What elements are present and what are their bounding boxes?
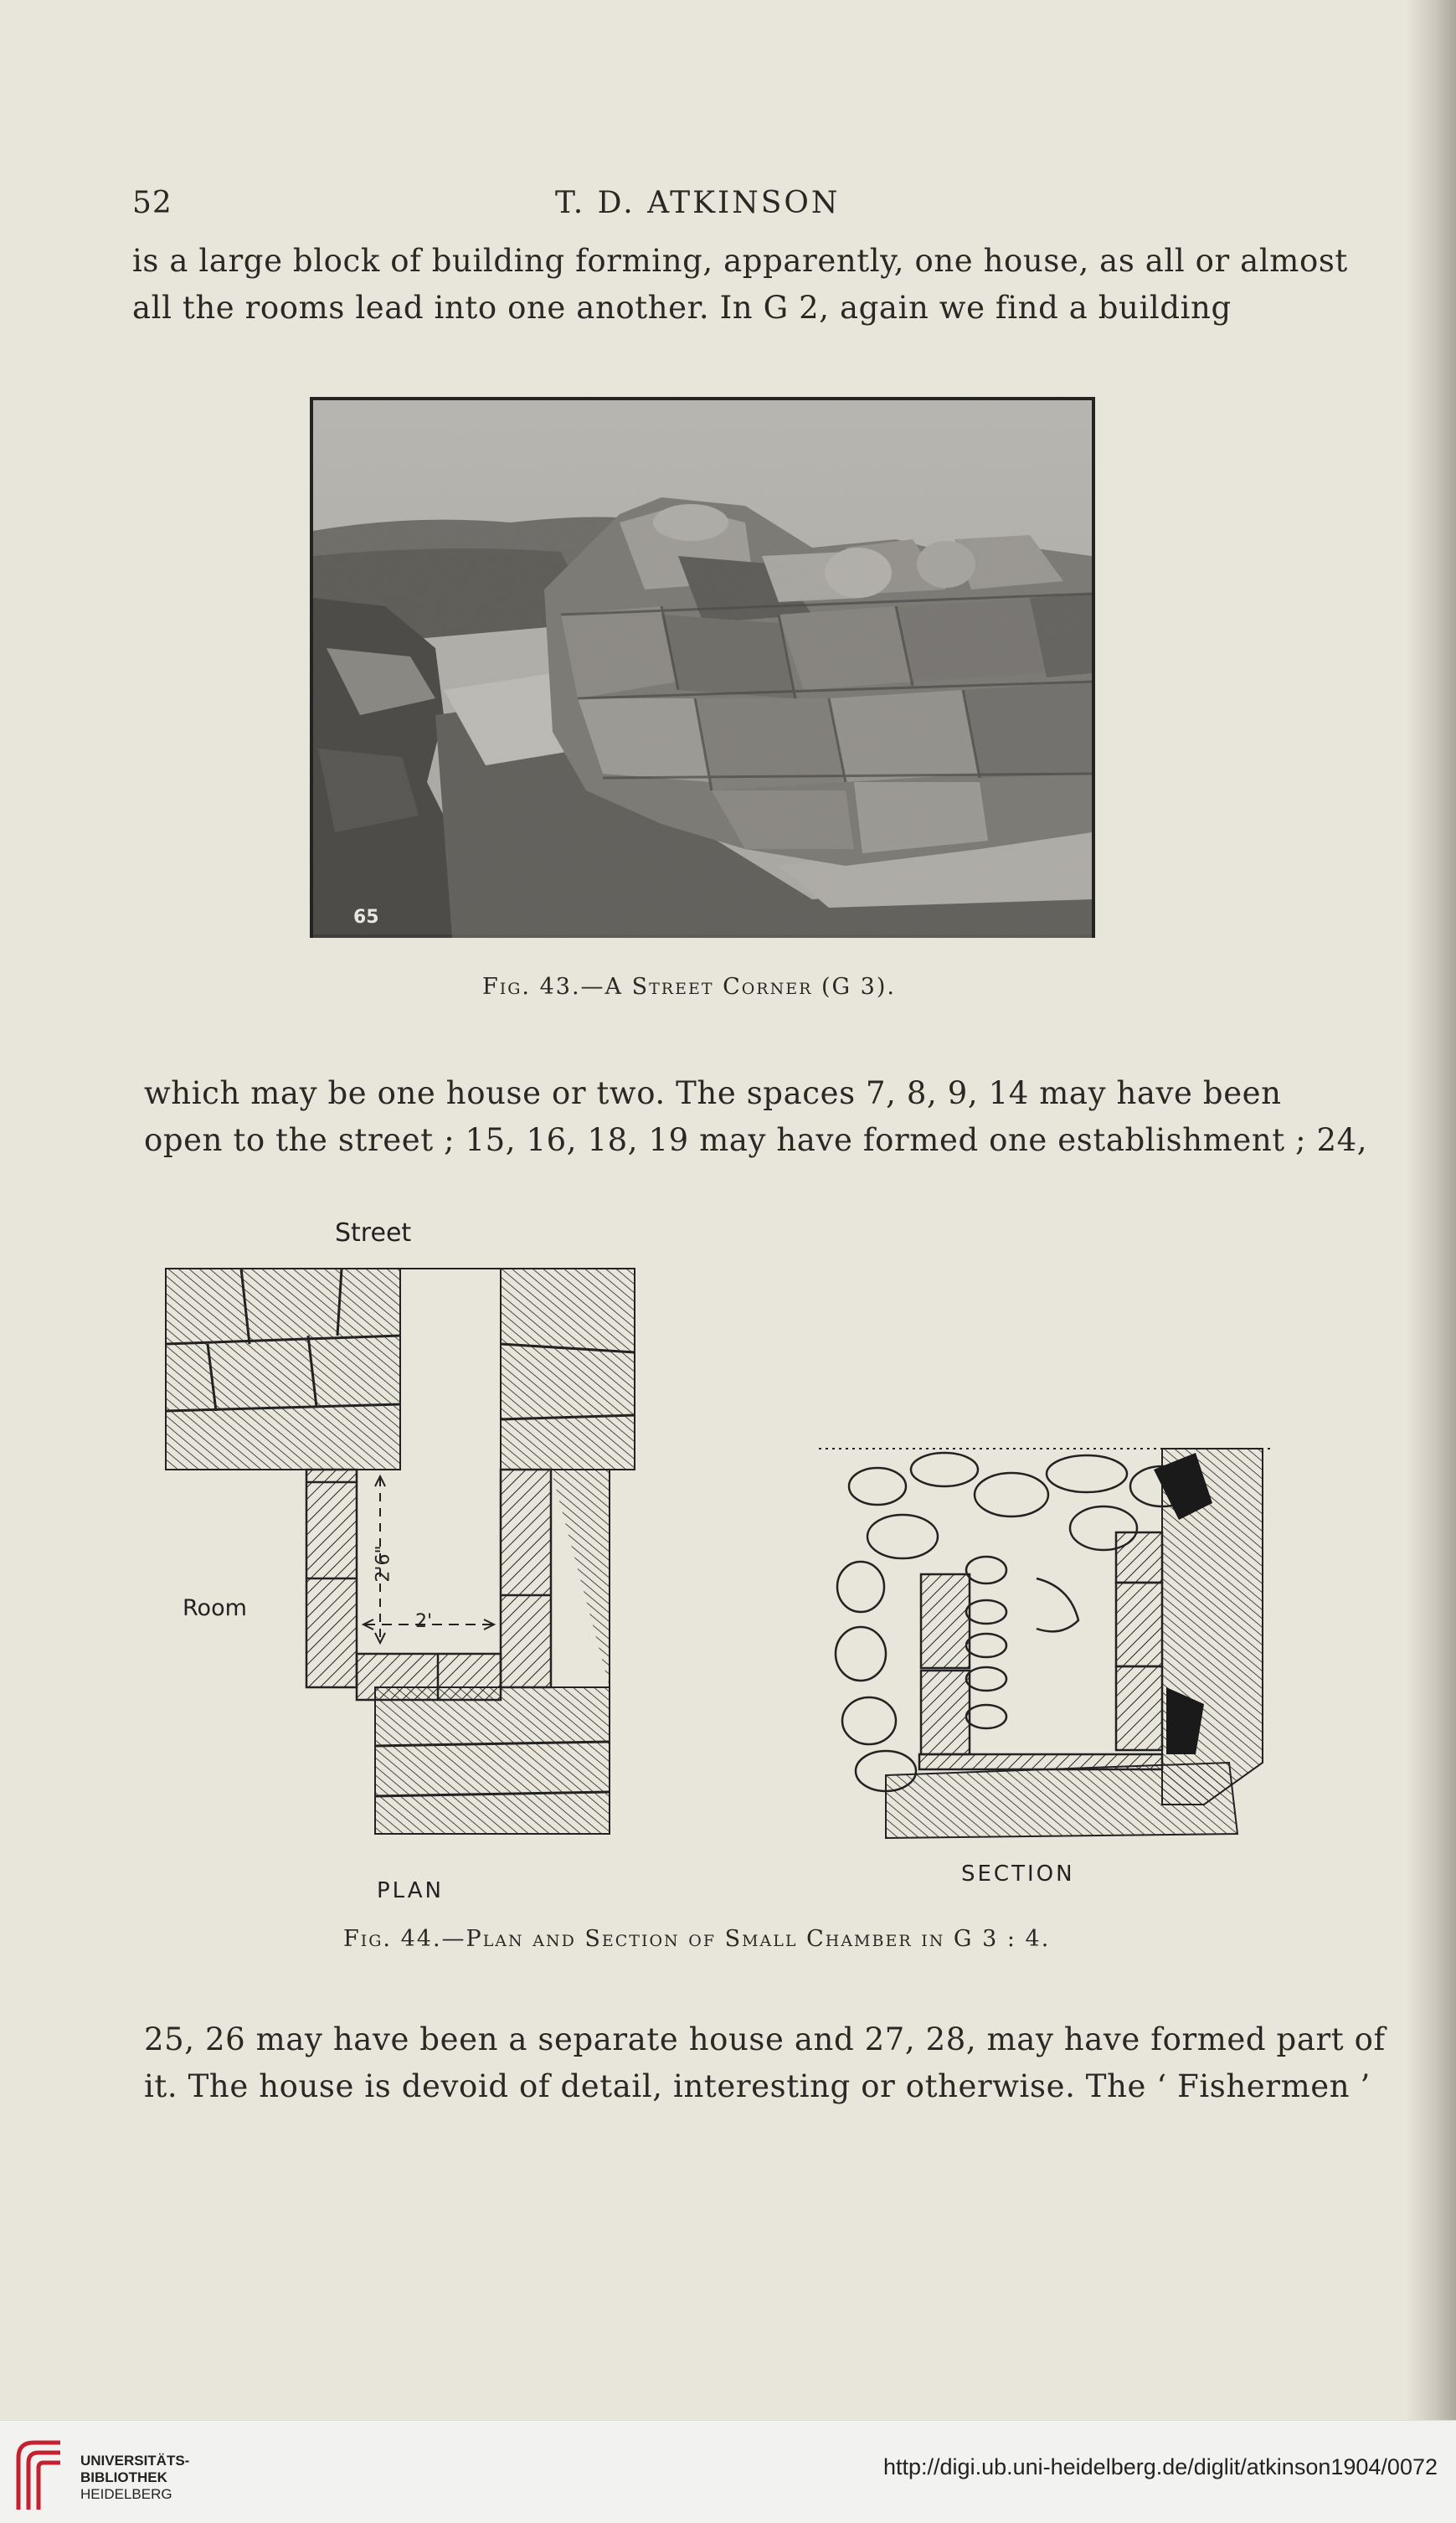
plan-drawing [166,1269,635,1834]
page-gutter-shadow [1406,0,1456,2420]
room-label: Room [183,1595,247,1621]
text-line: all the rooms lead into one another. In G 2, again we find a building [132,290,1232,326]
fig44-caption: Fig. 44.—Plan and Section of Small Chamber in G 3 : 4. [343,1926,1051,1952]
library-logo-icon[interactable] [15,2439,64,2513]
paragraph-1 [132,238,1348,332]
fig43-caption: Fig. 43.—A Street Corner (G 3). [482,974,896,1000]
paragraph-2 [144,1070,1367,1164]
fig44-drawing [149,1218,1279,1905]
paragraph-3 [144,2016,1386,2110]
viewer-footer [0,2420,1456,2523]
text-line: which may be one house or two. The spaces 7, 8, 9, 14 may have been [144,1075,1282,1111]
section-drawing [819,1449,1271,1838]
photo-number: 65 [353,907,379,928]
text-line: it. The house is devoid of detail, interesting or otherwise. The ‘ Fishermen ’ [144,2068,1371,2104]
depth-dimension: 2'6" [373,1545,394,1583]
plan-section-svg [149,1218,1279,1905]
text-line: 25, 26 may have been a separate house and 27, 28, may have formed part of [144,2021,1386,2057]
page-number: 52 [132,186,172,220]
running-header [132,186,1271,223]
running-title: T. D. ATKINSON [555,186,841,220]
width-dimension: 2' [415,1611,433,1632]
street-corner-photo [310,397,1095,938]
text-line: is a large block of building forming, apparently, one house, as all or almost [132,243,1348,279]
street-label: Street [335,1218,412,1248]
plan-label: PLAN [377,1878,444,1903]
library-name[interactable]: UNIVERSITÄTS- BIBLIOTHEK HEIDELBERG [80,2453,190,2502]
text-line: open to the street ; 15, 16, 18, 19 may have formed one establishment ; 24, [144,1122,1368,1158]
section-label: SECTION [961,1861,1075,1887]
source-url-link[interactable]: http://digi.ub.uni-heidelberg.de/diglit/atkinson1904/0072 [883,2454,1438,2479]
